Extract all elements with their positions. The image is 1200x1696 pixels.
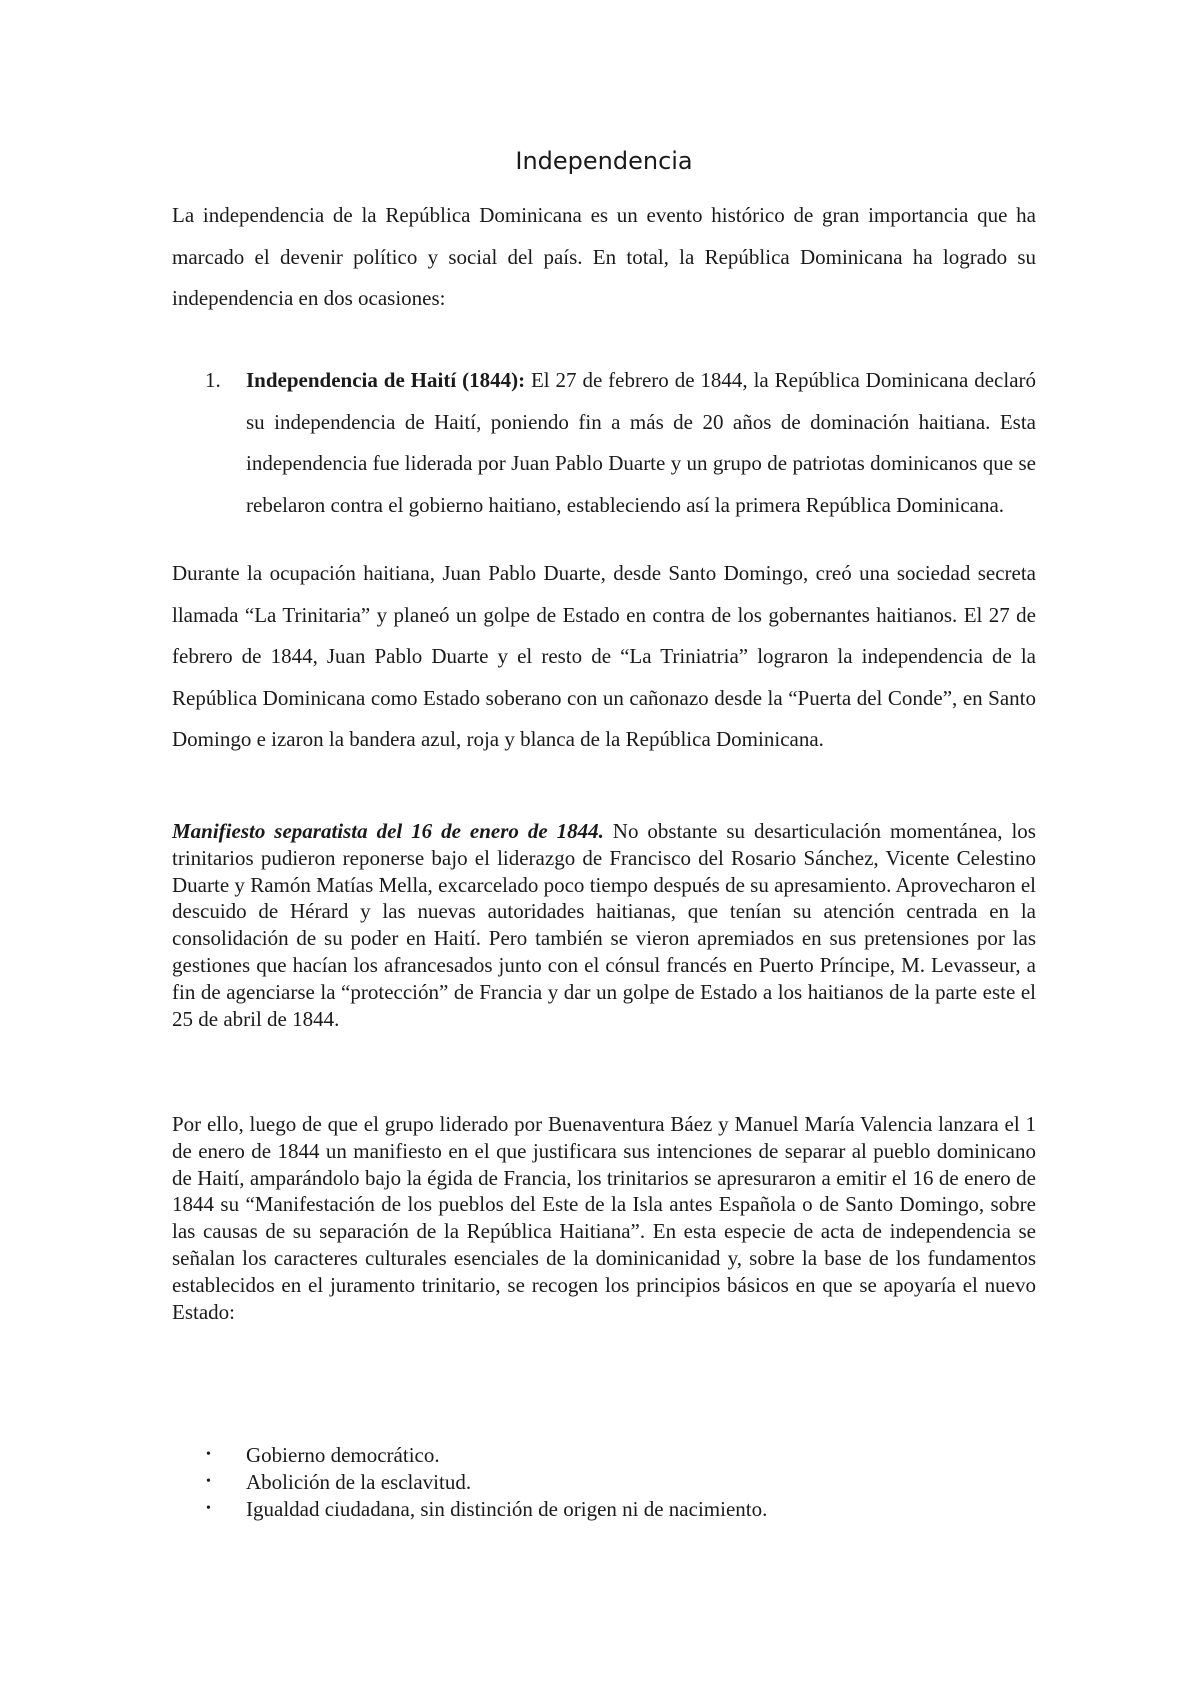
manifesto-heading: Manifiesto separatista del 16 de enero de 1844. [172, 819, 604, 843]
list-item-heading: Independencia de Haití (1844): [246, 368, 526, 392]
list-item [172, 360, 1036, 526]
manifesto-paragraph [172, 818, 1036, 1032]
principle-text: Igualdad ciudadana, sin distinción de origen ni de nacimiento. [246, 1496, 768, 1521]
document-title: Independencia [515, 147, 693, 175]
numbered-list [172, 360, 1036, 526]
list-item [172, 1469, 1036, 1496]
principles-list [172, 1442, 1036, 1522]
occupation-paragraph: Durante la ocupación haitiana, Juan Pablo Duarte, desde Santo Domingo, creó una sociedad secreta llamada “La Trinitaria” y planeó un golpe de Estado en contra de los gobernantes haitianos. El 27 de febrero de 1844, Juan Pablo Duarte y el resto de “La Triniatria” lograron la independencia de la República Dominicana como Estado soberano con un cañonazo desde la “Puerta del Conde”, en Santo Domingo e izaron la bandera azul, roja y blanca de la República Dominicana. [172, 561, 1036, 751]
principle-text: Gobierno democrático. [246, 1443, 440, 1467]
list-item-number: 1. [205, 368, 221, 392]
bullet-icon: • [206, 1447, 211, 1462]
list-item [172, 1496, 1036, 1523]
bullet-icon: • [206, 1500, 211, 1516]
intro-paragraph: La independencia de la República Dominicana es un evento histórico de gran importancia que ha marcado el devenir político y social del país. En total, la República Dominicana ha logrado su independencia en dos ocasiones: [172, 203, 1036, 310]
manifesto-text: No obstante su desarticulación momentánea, los trinitarios pudieron reponerse bajo el liderazgo de Francisco del Rosario Sánchez, Vicente Celestino Duarte y Ramón Matías Mella, excarcelado poco tiempo después de su apresamiento. Aprovecharon el descuido de Hérard y las nuevas autoridades haitianas, que tenían su atención centrada en la consolidación de su poder en Haití. Pero también se vieron apremiados en sus pretensiones por las gestiones que hacían los afrancesados junto con el cónsul francés en Puerto Príncipe, M. Levasseur, a fin de agenciarse la “protección” de Francia y dar un golpe de Estado a los haitianos de la parte este el 25 de abril de 1844. [172, 819, 1036, 1031]
principle-text: Abolición de la esclavitud. [246, 1469, 472, 1494]
bullet-icon: • [206, 1473, 211, 1489]
list-item [172, 1442, 1036, 1469]
por-ello-paragraph: Por ello, luego de que el grupo liderado por Buenaventura Báez y Manuel María Valencia lanzara el 1 de enero de 1844 un manifiesto en el que justificara sus intenciones de separar al pueblo dominicano de Haití, amparándolo bajo la égida de Francia, los trinitarios se apresuraron a emitir el 16 de enero de 1844 su “Manifestación de los pueblos del Este de la Isla antes Española o de Santo Domingo, sobre las causas de su separación de la República Haitiana”. En esta especie de acta de independencia se señalan los caracteres culturales esenciales de la dominicanidad y, sobre la base de los fundamentos establecidos en el juramento trinitario, se recogen los principios básicos en que se apoyaría el nuevo Estado: [172, 1112, 1036, 1324]
list-item-text: El 27 de febrero de 1844, la República Dominicana declaró su independencia de Haití, poniendo fin a más de 20 años de dominación haitiana. Esta independencia fue liderada por Juan Pablo Duarte y un grupo de patriotas dominicanos que se rebelaron contra el gobierno haitiano, estableciendo así la primera República Dominicana. [246, 368, 1037, 517]
